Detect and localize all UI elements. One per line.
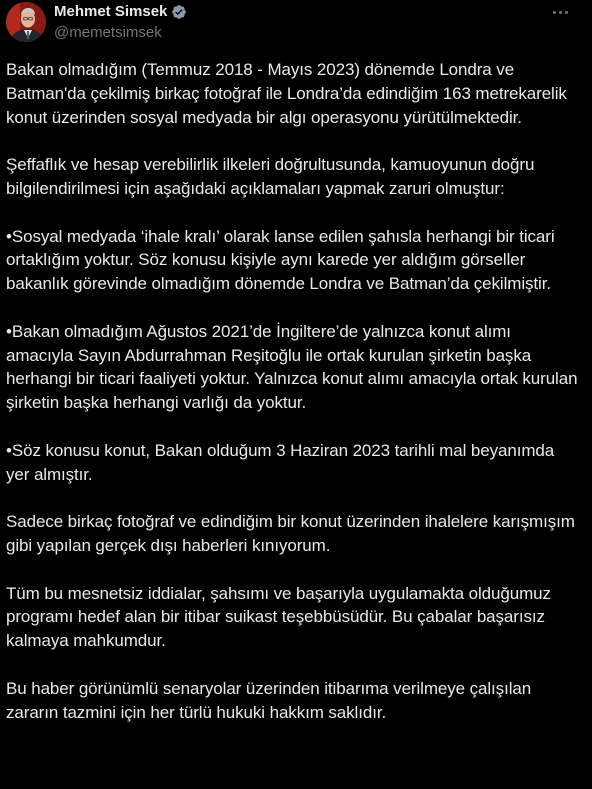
tweet-paragraph: Tüm bu mesnetsiz iddialar, şahsımı ve başarıyla uygulamakta olduğumuz programı hedef alan bir itibar suikast teşebbüsüdür. Bu çabalar başarısız kalmaya mahkumdur. [6, 583, 551, 651]
more-options-icon[interactable] [548, 2, 572, 22]
display-name-row [54, 3, 187, 21]
author-names [54, 3, 187, 42]
tweet-paragraph: Bu haber görünümlü senaryolar üzerinden itibarıma verilmeye çalışılan zararın tazmini için her türlü hukuki hakkım saklıdır. [6, 678, 532, 722]
author-handle[interactable]: @memetsimsek [54, 24, 162, 41]
more-dot-icon [565, 11, 568, 14]
tweet-paragraph: •Bakan olmadığım Ağustos 2021’de İngiltere’de yalnızca konut alımı amacıyla Sayın Abdurrahman Reşitoğlu ile ortak kurulan şirketin başka herhangi bir ticari faaliyeti yoktur. Yalnızca konut alımı amacıyla ortak kurulan şirketin başka herhangi varlığı da yoktur. [6, 321, 578, 413]
tweet-paragraph: •Söz konusu konut, Bakan olduğum 3 Haziran 2023 tarihli mal beyanımda yer almıştır. [6, 440, 555, 484]
more-dot-icon [553, 11, 556, 14]
tweet-header [6, 0, 586, 46]
avatar-portrait-icon [6, 2, 46, 42]
verified-badge-icon[interactable] [171, 4, 187, 20]
avatar-icon[interactable] [6, 2, 46, 42]
tweet-paragraph: Bakan olmadığım (Temmuz 2018 - Mayıs 2023) dönemde Londra ve Batman'da çekilmiş birkaç fotoğraf ile Londra’da edindiğim 163 metrekarelik konut üzerinden sosyal medyada bir algı operasyonu yürütülmektedir. [6, 60, 567, 127]
more-dot-icon [559, 11, 562, 14]
tweet-paragraph: Şeffaflık ve hesap verebilirlik ilkeleri doğrultusunda, kamuoyunun doğru bilgilendirilmesi için aşağıdaki açıklamaları yapmak zaruri olmuştur: [6, 155, 535, 198]
tweet-paragraph: Sadece birkaç fotoğraf ve edindiğim bir konut üzerinden ihalelere karışmışım gibi yapılan gerçek dışı haberleri kınıyorum. [6, 512, 575, 555]
tweet-paragraph: •Sosyal medyada ‘ihale kralı’ olarak lanse edilen şahısla herhangi bir ticari ortaklığım yoktur. Söz konusu kişiyle aynı karede yer aldığım görseller bakanlık görevinde olmadığım dönemde Londra ve Batman’da çekilmiştir. [6, 226, 555, 294]
tweet-text [6, 58, 578, 748]
display-name[interactable]: Mehmet Simsek [54, 3, 168, 20]
